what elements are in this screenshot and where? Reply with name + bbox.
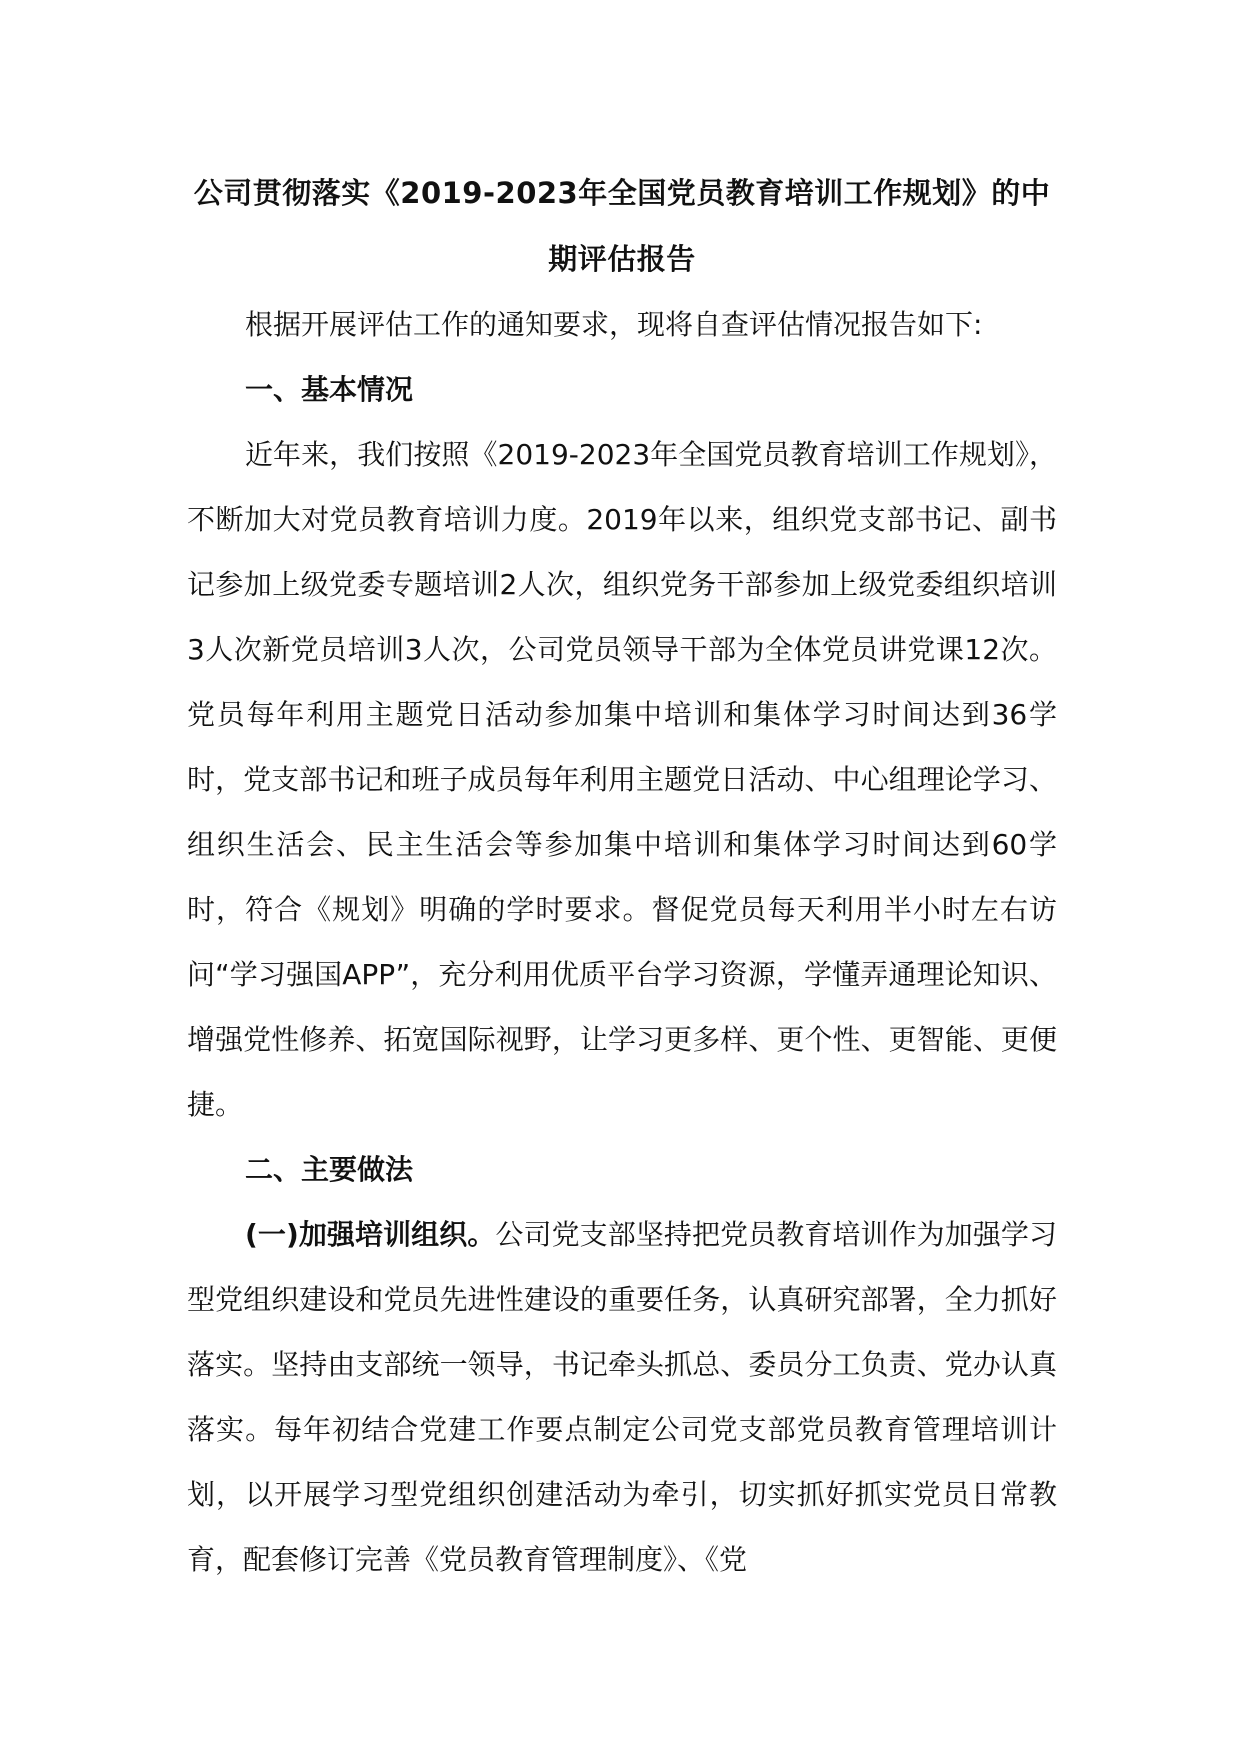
subsection-training-organization <box>187 1202 1057 1592</box>
intro-paragraph: 根据开展评估工作的通知要求，现将自查评估情况报告如下: <box>245 308 983 341</box>
document-title: 公司贯彻落实《2019-2023年全国党员教育培训工作规划》的中期评估报告 <box>193 176 1051 276</box>
section-basic-situation-body: 近年来，我们按照《2019-2023年全国党员教育培训工作规划》，不断加大对党员教育培训力度。2019年以来，组织党支部书记、副书记参加上级党委专题培训2人次，组织党务干部参加上级党委组织培训3人次新党员培训3人次，公司党员领导干部为全体党员讲党课12次。党员每年利用主题党日活动参加集中培训和集体学习时间达到36学时，党支部书记和班子成员每年利用主题党日活动、中心组理论学习、组织生活会、民主生活会等参加集中培训和集体学习时间达到60学时，符合《规划》明确的学时要求。督促党员每天利用半小时左右访问“学习强国APP”，充分利用优质平台学习资源，学懂弄通理论知识、增强党性修养、拓宽国际视野，让学习更多样、更个性、更智能、更便捷。 <box>187 438 1057 1121</box>
section-heading-main-practices: 二、主要做法 <box>245 1153 414 1186</box>
subsection-body: 公司党支部坚持把党员教育培训作为加强学习型党组织建设和党员先进性建设的重要任务，认真研究部署，全力抓好落实。坚持由支部统一领导，书记牵头抓总、委员分工负责、党办认真落实。每年初结合党建工作要点制定公司党支部党员教育管理培训计划，以开展学习型党组织创建活动为牵引，切实抓好抓实党员日常教育，配套修订完善《党员教育管理制度》、《党 <box>187 1218 1057 1576</box>
document-page <box>187 160 1057 1592</box>
subsection-lead: (一)加强培训组织。 <box>245 1218 496 1251</box>
section-heading-basic-situation: 一、基本情况 <box>245 373 414 406</box>
